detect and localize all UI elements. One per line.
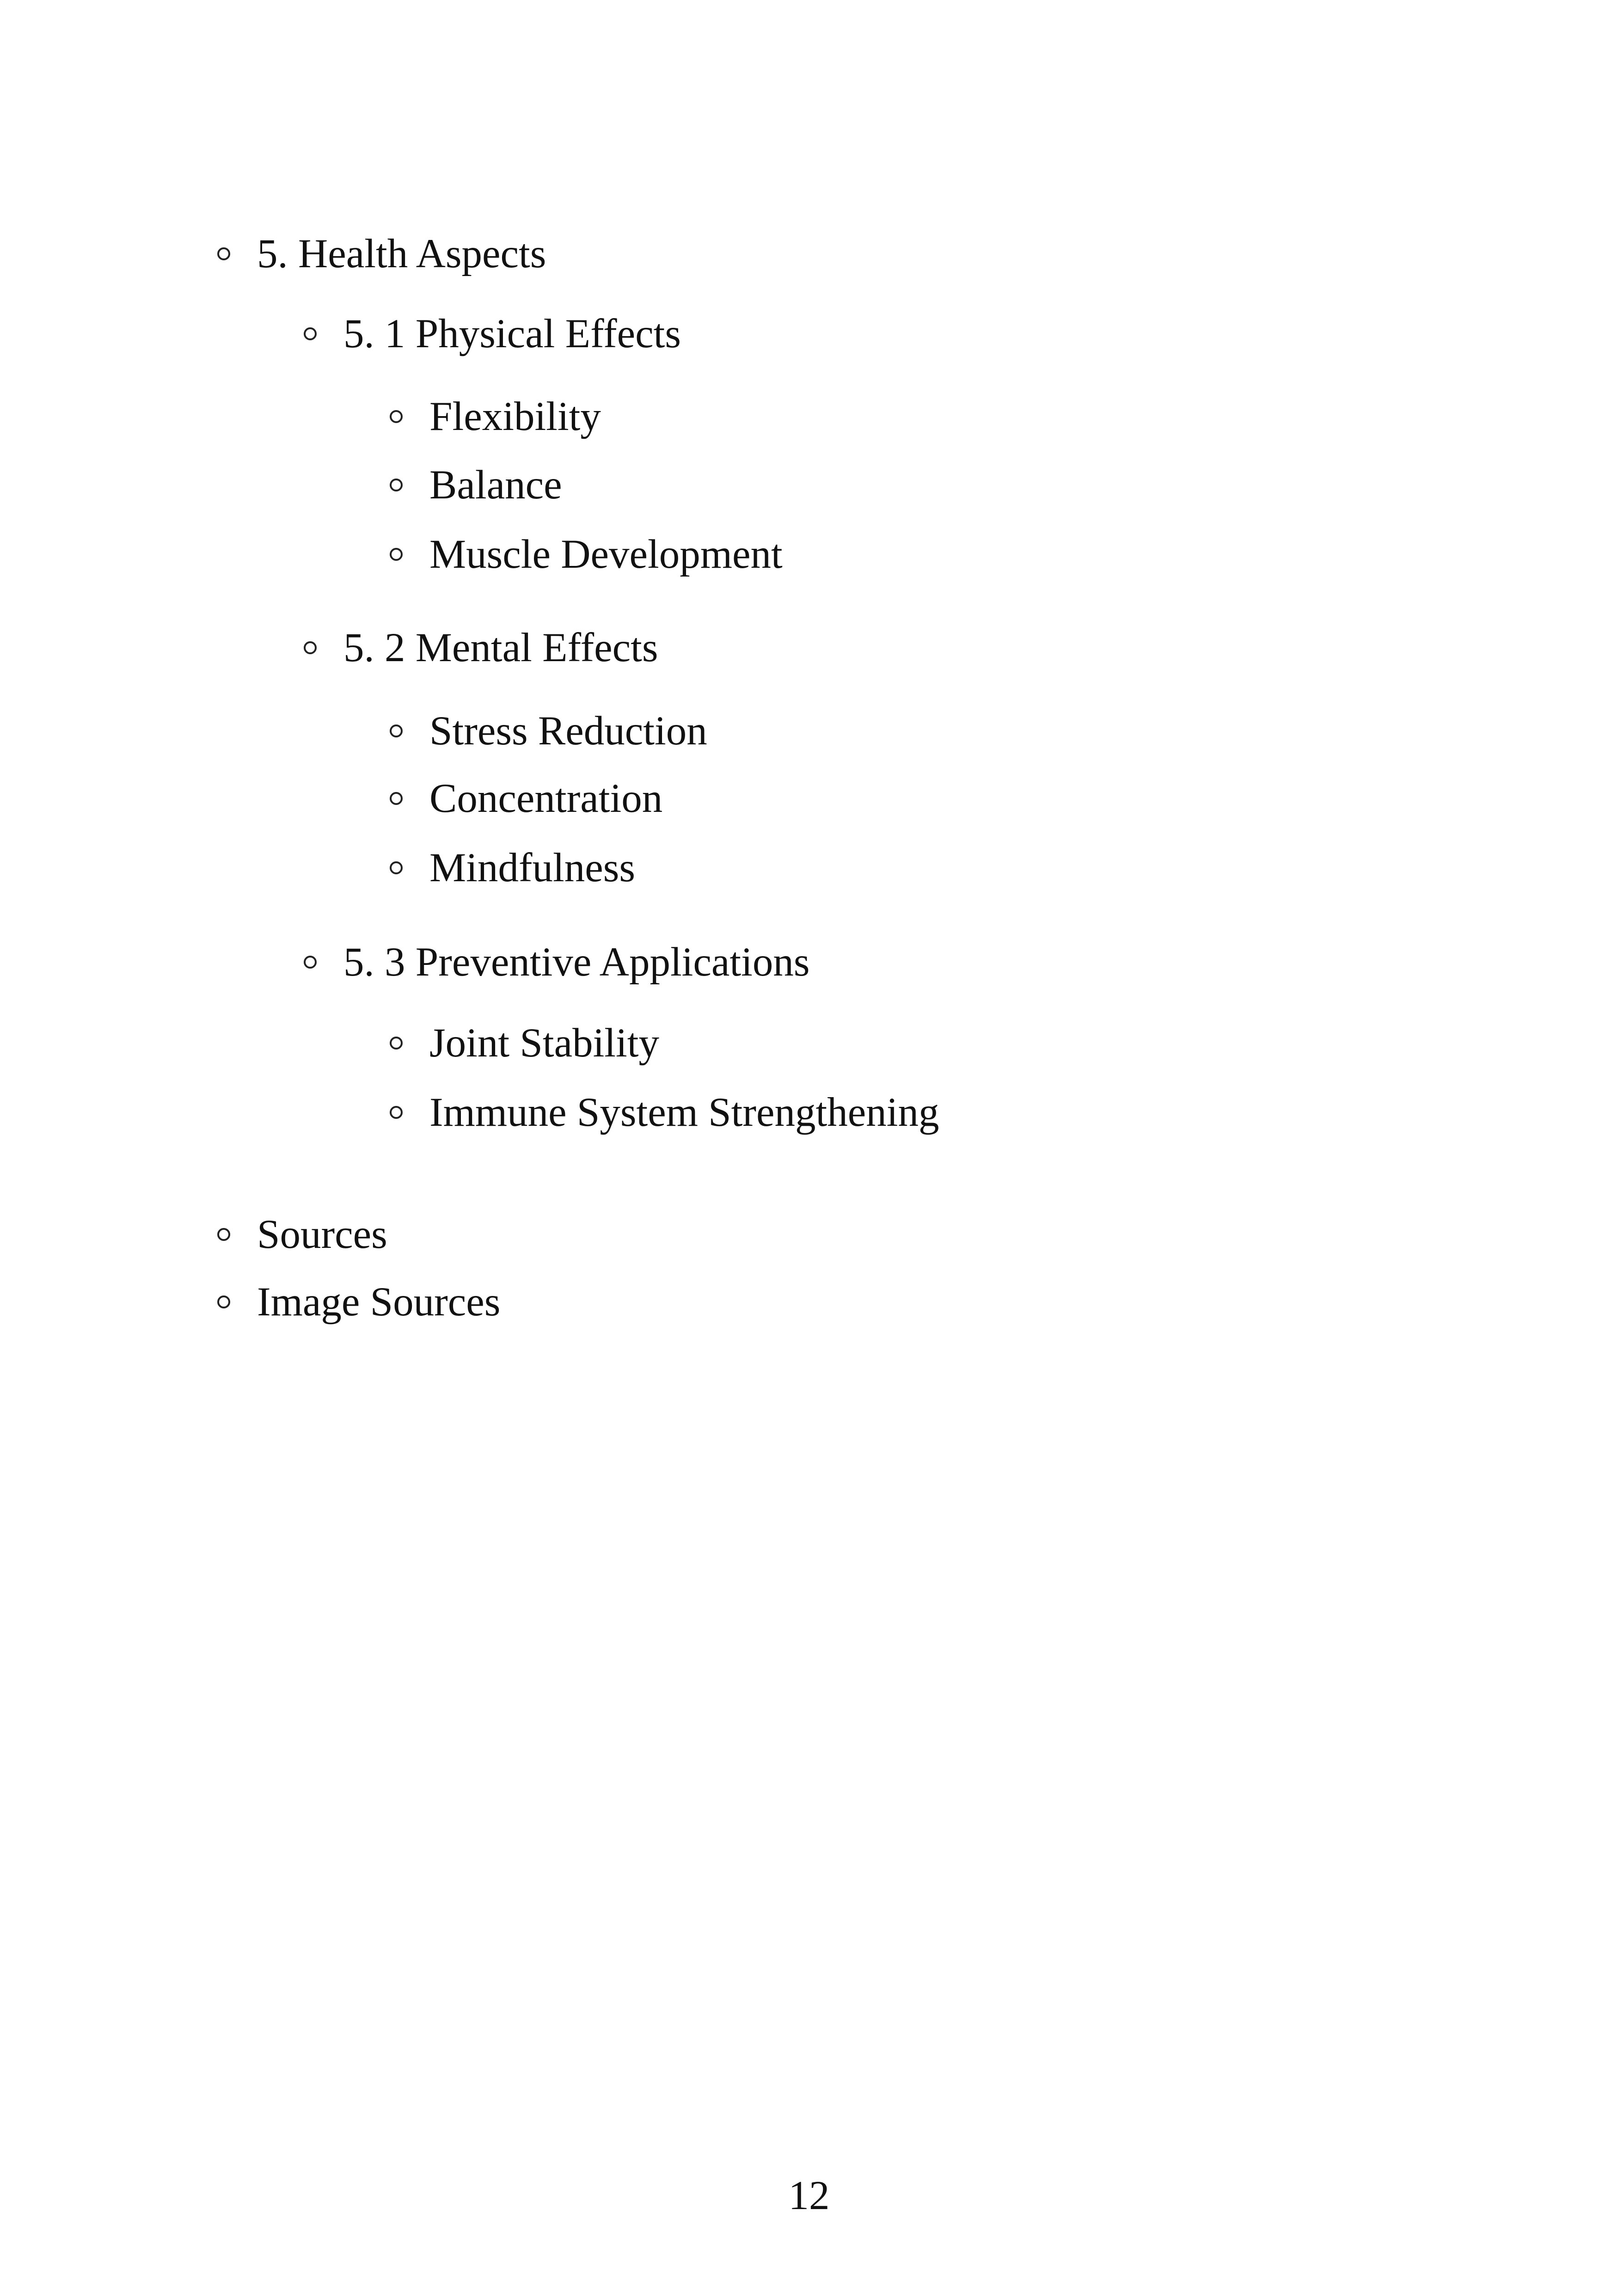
circle-outline-icon: [390, 724, 403, 737]
circle-outline-icon: [390, 792, 403, 805]
circle-outline-icon: [304, 956, 317, 969]
circle-outline-icon: [217, 1228, 230, 1241]
circle-outline-icon: [217, 247, 230, 260]
toc-label: Stress Reduction: [429, 708, 707, 754]
toc-label: 5. 2 Mental Effects: [343, 625, 658, 670]
toc-label: Muscle Development: [429, 532, 783, 577]
circle-outline-icon: [217, 1295, 230, 1308]
circle-outline-icon: [390, 548, 403, 561]
circle-outline-icon: [304, 641, 317, 654]
circle-outline-icon: [390, 1037, 403, 1050]
toc-label: 5. 1 Physical Effects: [343, 311, 681, 356]
circle-outline-icon: [390, 479, 403, 491]
circle-outline-icon: [390, 410, 403, 423]
toc-label: Sources: [257, 1212, 387, 1257]
circle-outline-icon: [390, 1106, 403, 1119]
toc-label: 5. Health Aspects: [257, 231, 546, 276]
circle-outline-icon: [390, 861, 403, 874]
page-number: 12: [788, 2173, 830, 2218]
toc-label: Joint Stability: [429, 1020, 659, 1066]
toc-label: Image Sources: [257, 1279, 501, 1325]
toc-label: Immune System Strengthening: [429, 1090, 939, 1135]
toc-label: Mindfulness: [429, 845, 635, 890]
circle-outline-icon: [304, 327, 317, 340]
toc-label: Flexibility: [429, 394, 601, 439]
toc-label: Balance: [429, 462, 562, 508]
toc-label: 5. 3 Preventive Applications: [343, 939, 810, 985]
toc-label: Concentration: [429, 776, 663, 821]
